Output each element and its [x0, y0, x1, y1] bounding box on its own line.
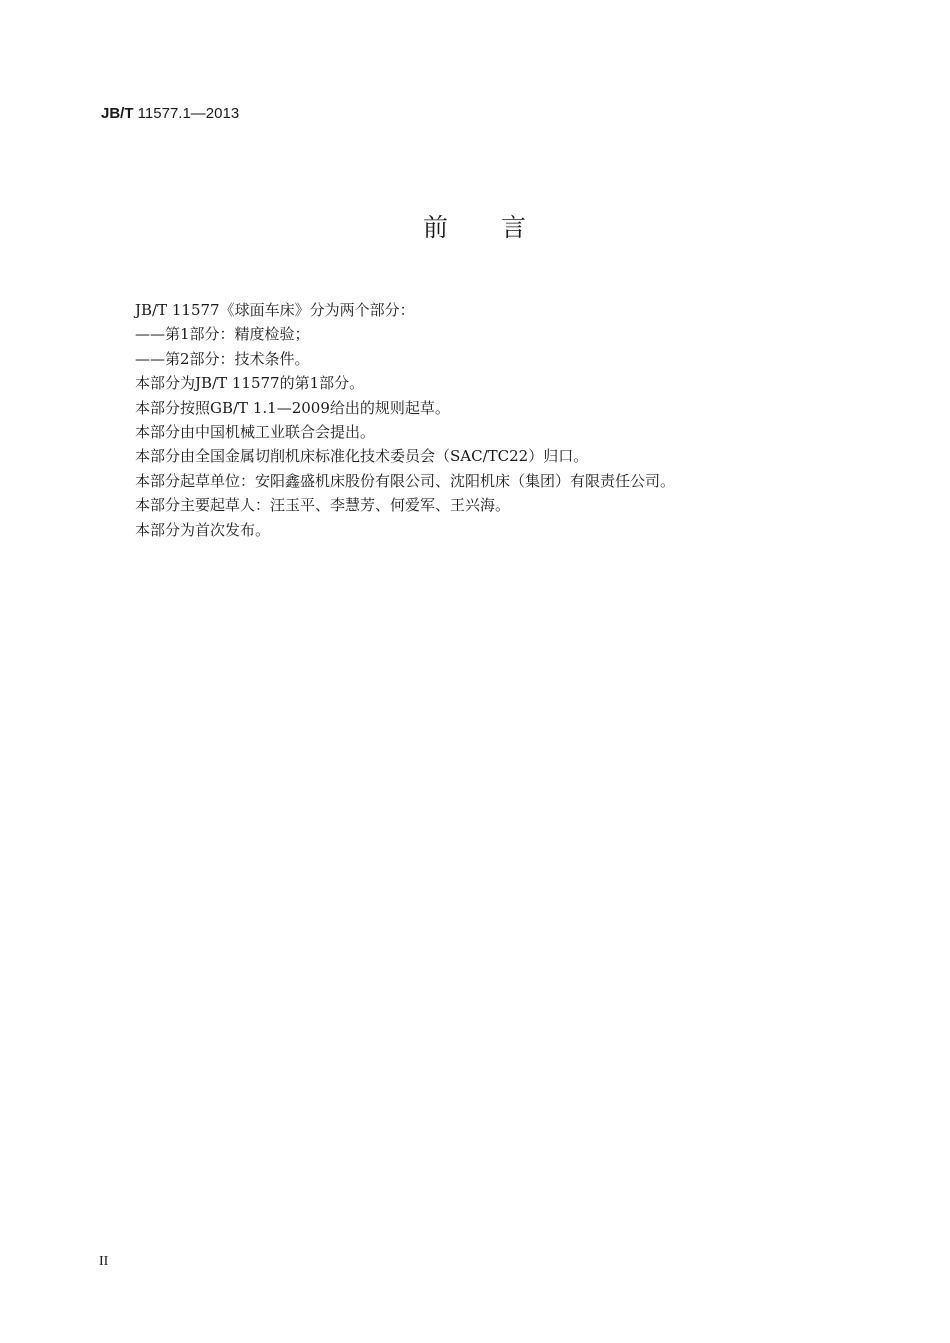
paragraph-this-part: 本部分为JB/T 11577的第1部分。 [135, 374, 365, 393]
paragraph-drafting-units: 本部分起草单位：安阳鑫盛机床股份有限公司、沈阳机床（集团）有限责任公司。 [135, 471, 676, 490]
paragraph-parts-intro: JB/T 11577《球面车床》分为两个部分： [135, 301, 415, 319]
paragraph-technical-committee: 本部分由全国金属切削机床标准化技术委员会（SAC/TC22）归口。 [135, 447, 589, 466]
standard-code-prefix: JB/T [101, 105, 134, 122]
paragraph-drafting-rules: 本部分按照GB/T 1.1—2009给出的规则起草。 [135, 398, 450, 417]
paragraph-proposed-by: 本部分由中国机械工业联合会提出。 [135, 423, 376, 442]
page-title-char-2: 言 [501, 213, 528, 242]
page-title [0, 208, 950, 248]
paragraph-part-2: ——第2部分：技术条件。 [135, 349, 310, 368]
paragraph-drafters: 本部分主要起草人：汪玉平、李慧芳、何爱军、王兴海。 [135, 496, 511, 515]
foreword-body [135, 298, 855, 542]
standard-code-number: 11577.1—2013 [133, 105, 240, 122]
paragraph-part-1: ——第1部分：精度检验； [135, 325, 310, 344]
paragraph-first-release: 本部分为首次发布。 [135, 520, 271, 539]
page-title-char-1: 前 [422, 213, 449, 242]
page-number: II [99, 1254, 109, 1269]
standard-code [101, 104, 239, 124]
